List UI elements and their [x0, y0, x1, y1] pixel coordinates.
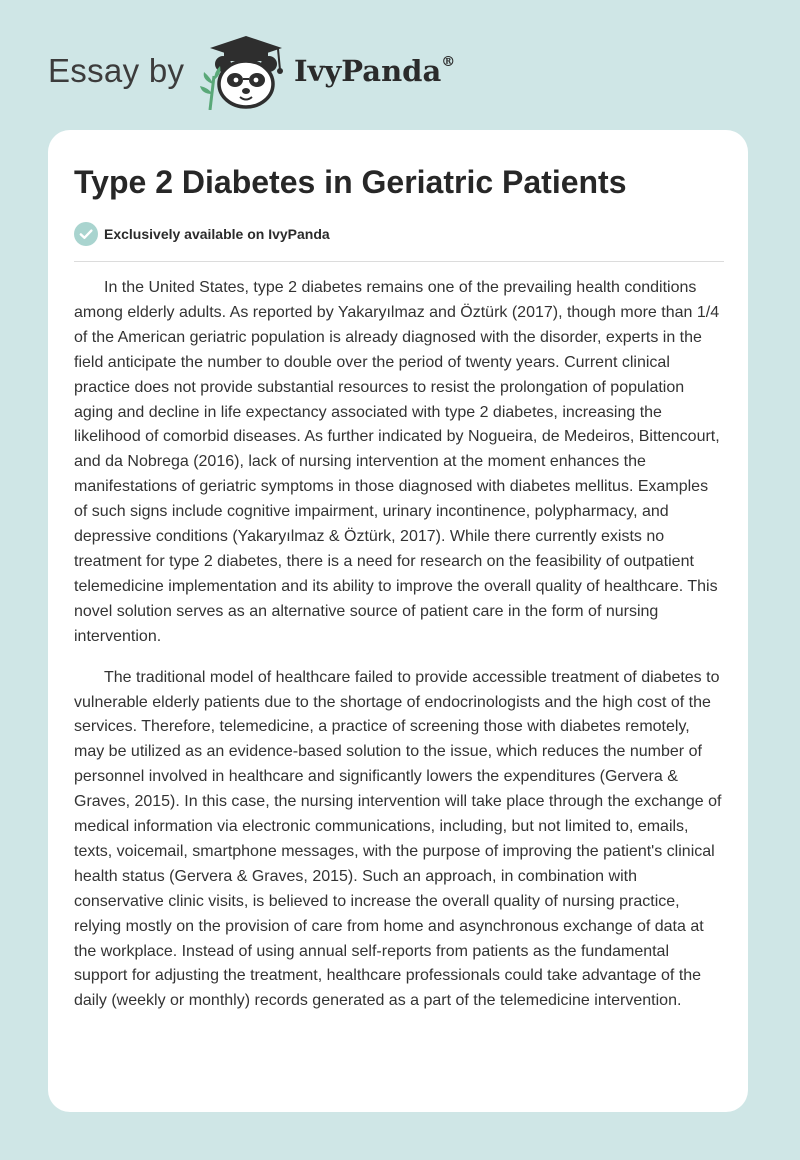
- exclusive-badge-label: Exclusively available on IvyPanda: [104, 226, 330, 242]
- brand-prefix: Essay by: [48, 52, 185, 89]
- divider: [74, 261, 724, 262]
- paragraph: The traditional model of healthcare failed to provide accessible treatment of diabetes to vulnerable elderly patients due to the shortage of endocrinologists and the high cost of the services. Therefore, telemedicine, a practice of screening those with diabetes remotely, may be utilized as an evidence-based solution to the issue, which reduces the number of personnel involved in healthcare and significantly lowers the expenditures (Gervera & Graves, 2015). In this case, the nursing intervention will take place through the exchange of medical information via electronic communications, including, but not limited to, emails, texts, voicemail, smartphone messages, with the purpose of improving the patient's clinical health status (Gervera & Graves, 2015). Such an approach, in combination with conservative clinic visits, is believed to increase the overall quality of nursing practice, relying mostly on the provision of care from home and asynchronous exchange of data at the workplace. Instead of using annual self-reports from patients as the fundamental support for adjusting the treatment, healthcare professionals could take advantage of the daily (weekly or monthly) records generated as a part of the telemedicine intervention.: [74, 668, 722, 1010]
- site-header: [0, 0, 800, 130]
- panda-graduate-logo-icon[interactable]: [196, 36, 292, 110]
- page-title: Type 2 Diabetes in Geriatric Patients: [74, 164, 627, 200]
- paragraph: In the United States, type 2 diabetes remains one of the prevailing health conditions among elderly adults. As reported by Yakaryılmaz and Öztürk (2017), though more than 1/4 of the American geriatric population is already diagnosed with the disorder, experts in the field anticipate the number to double over the period of twenty years. Current clinical practice does not provide substantial resources to resist the prolongation of population aging and decline in life expectancy associated with type 2 diabetes, increasing the likelihood of comorbid diseases. As further indicated by Nogueira, de Medeiros, Bittencourt, and da Nobrega (2016), lack of nursing intervention at the moment enhances the manifestations of geriatric symptoms in those diagnosed with diabetes mellitus. Examples of such signs include cognitive impairment, urinary incontinence, polypharmacy, and depressive conditions (Yakaryılmaz & Öztürk, 2017). While there currently exists no treatment for type 2 diabetes, there is a need for research on the feasibility of outpatient telemedicine implementation and its ability to improve the overall quality of healthcare. This novel solution serves as an alternative source of patient care in the form of nursing intervention.: [74, 279, 720, 645]
- exclusive-badge: [74, 222, 330, 246]
- registered-mark: ®: [441, 54, 456, 71]
- essay-body: [74, 276, 724, 1030]
- check-circle-icon: [74, 222, 98, 246]
- brand-name[interactable]: IvyPanda®: [294, 54, 456, 88]
- essay-card: [48, 130, 748, 1112]
